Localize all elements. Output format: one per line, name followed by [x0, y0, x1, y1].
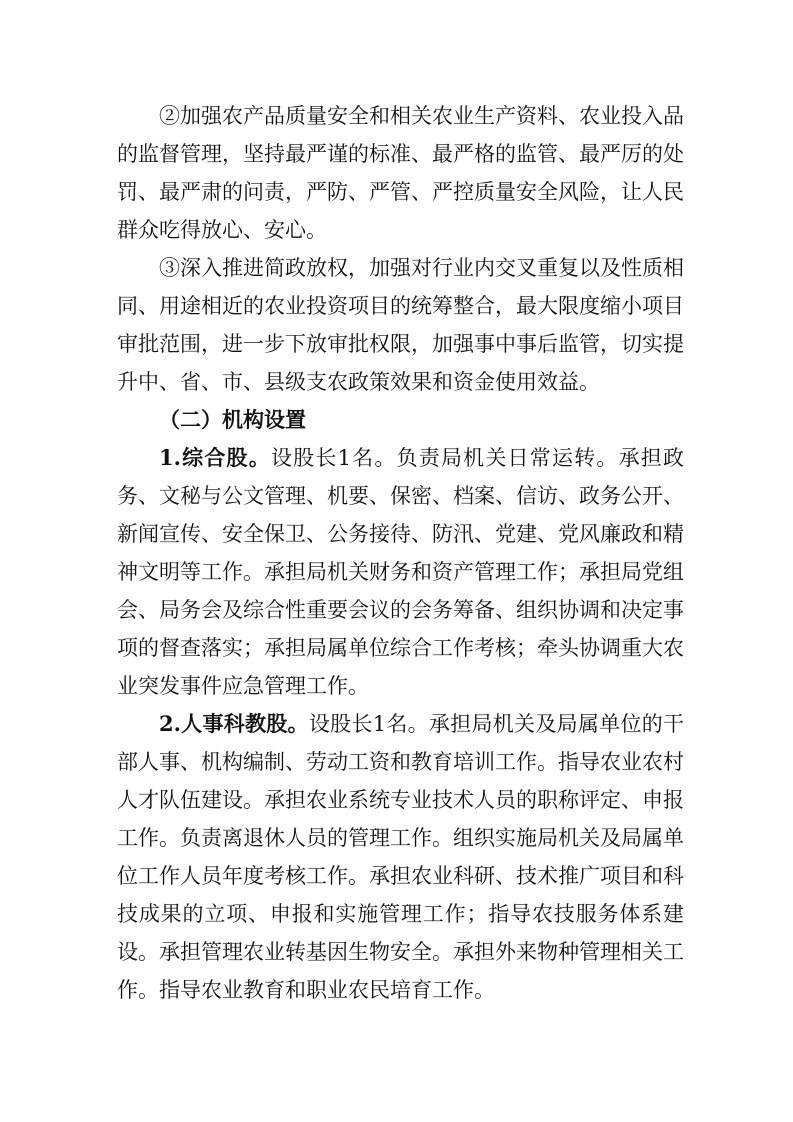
section-heading: （二）机构设置 [159, 407, 306, 432]
unit-description: 设股长1名。负责局机关日常运转。承担政务、文秘与公文管理、机要、保密、档案、信访、政务公开、新闻宣传、安全保卫、公务接待、防汛、党建、党风廉政和精神文明等工作。承担局机关财务和资产管理工作；承担局党组会、局务会及综合性重要会议的会务筹备、组织协调和决定事项的督查落实；承担局属单位综合工作考核；牵头协调重大农业突发事件应急管理工作。 [117, 446, 684, 698]
paragraph-quality-supervision: ②加强农产品质量安全和相关农业生产资料、农业投入品的监督管理，坚持最严谨的标准、最严格的监管、最严厉的处罚、最严肃的问责，严防、严管、严控质量安全风险，让人民群众吃得放心、安心。 [117, 104, 684, 242]
unit-description: 设股长1名。承担局机关及局属单位的干部人事、机构编制、劳动工资和教育培训工作。指导农业农村人才队伍建设。承担农业系统专业技术人员的职称评定、申报工作。负责离退休人员的管理工作。组织实施局机关及局属单位工作人员年度考核工作。承担农业科研、技术推广项目和科技成果的立项、申报和实施管理工作；指导农技服务体系建设。承担管理农业转基因生物安全。承担外来物种管理相关工作。指导农业教育和职业农民培育工作。 [117, 712, 684, 1002]
document-body [117, 97, 684, 1009]
paragraph-streamline-administration: ③深入推进简政放权，加强对行业内交叉重复以及性质相同、用途相近的农业投资项目的统筹整合，最大限度缩小项目审批范围，进一步下放审批权限，加强事中事后监管，切实提升中、省、市、县级支农政策效果和资金使用效益。 [117, 256, 684, 394]
unit-general-office [117, 439, 684, 705]
unit-title: 2.人事科教股。 [159, 711, 309, 736]
unit-title: 1.综合股。 [159, 445, 271, 470]
unit-personnel-education [117, 705, 684, 1009]
